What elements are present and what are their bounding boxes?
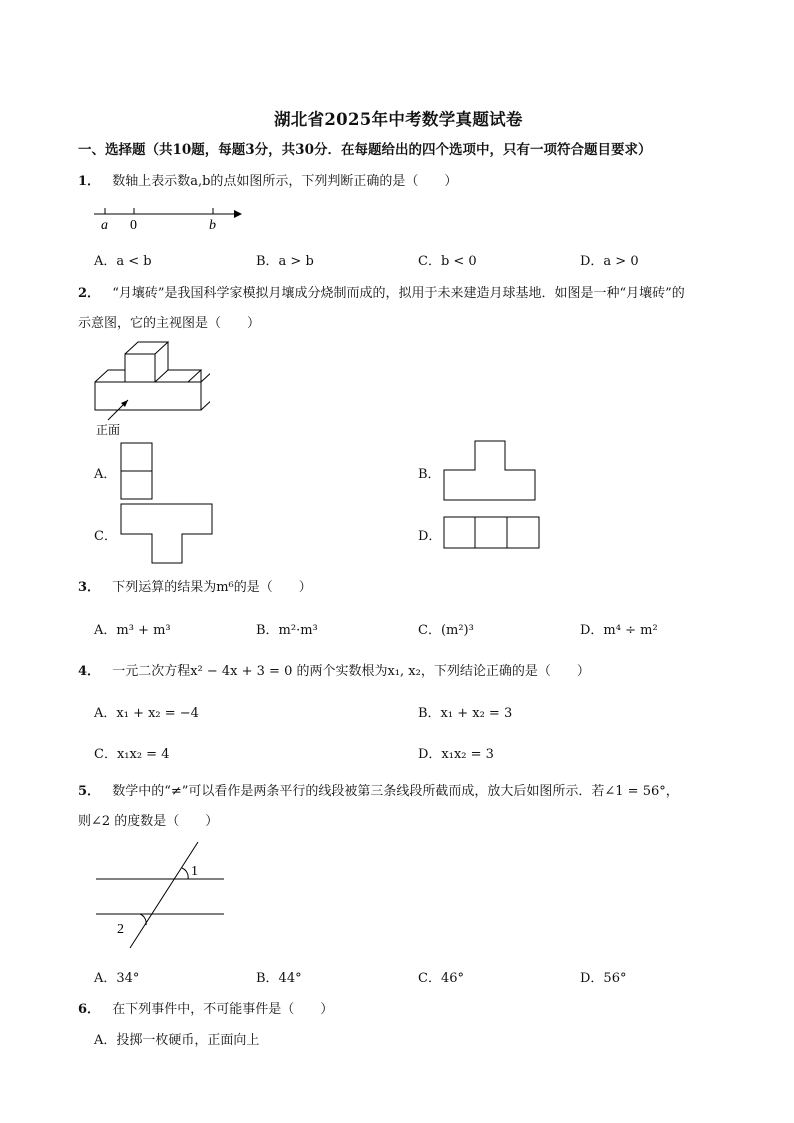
question-5-stem-line2: 则∠2 的度数是（ ） — [78, 814, 219, 829]
q1-option-d[interactable]: D．a > 0 — [580, 254, 639, 269]
question-2-stem-line1 — [78, 282, 685, 301]
question-text: 一元二次方程x² − 4x + 3 = 0 的两个实数根为x₁, x₂，下列结论正确的是（ ） — [112, 664, 590, 679]
q5-option-a[interactable]: A．34° — [94, 971, 140, 986]
q3-option-d[interactable]: D．m⁴ ÷ m² — [580, 623, 658, 638]
moon-brick-figure — [90, 338, 210, 438]
q2-option-b-figure[interactable] — [443, 440, 537, 502]
question-number: 3． — [78, 580, 101, 595]
question-2-stem-line2: 示意图，它的主视图是（ ） — [78, 316, 261, 331]
question-4-stem — [78, 660, 590, 679]
q1-option-b[interactable]: B．a > b — [256, 254, 314, 269]
q2-option-a-figure[interactable] — [120, 442, 154, 500]
q5-option-c[interactable]: C．46° — [418, 971, 464, 986]
section-header: 一、选择题（共10题，每题3分，共30分．在每题给出的四个选项中，只有一项符合题目要求） — [78, 142, 652, 158]
q2-option-d-figure[interactable] — [443, 516, 541, 550]
q2-option-b-label[interactable]: B． — [418, 467, 441, 482]
question-number: 4． — [78, 664, 101, 679]
label-zero: 0 — [130, 218, 137, 233]
q5-option-d[interactable]: D．56° — [580, 971, 627, 986]
q6-option-a[interactable]: A．投掷一枚硬币，正面向上 — [94, 1033, 260, 1048]
transversal-line — [130, 842, 198, 948]
number-line-figure — [92, 200, 242, 234]
q4-option-d[interactable]: D．x₁x₂ = 3 — [418, 747, 494, 762]
question-text: 下列运算的结果为m⁶的是（ ） — [112, 580, 312, 595]
question-6-stem — [78, 998, 333, 1017]
angle-1-arc — [182, 868, 188, 879]
question-number: 2． — [78, 286, 101, 301]
question-text: 数轴上表示数a,b的点如图所示，下列判断正确的是（ ） — [112, 174, 458, 189]
question-text: 数学中的“≠”可以看作是两条平行的线段被第三条线段所截而成，放大后如图所示．若∠1 = 56°， — [112, 784, 679, 799]
label-b: b — [209, 218, 216, 233]
q1-option-a[interactable]: A．a < b — [94, 254, 152, 269]
question-text: 在下列事件中，不可能事件是（ ） — [112, 1002, 334, 1017]
question-3-stem — [78, 576, 312, 595]
q5-option-b[interactable]: B．44° — [256, 971, 302, 986]
q3-option-b[interactable]: B．m²·m³ — [256, 623, 318, 638]
angle-label-1: 1 — [191, 864, 198, 879]
q4-option-a[interactable]: A．x₁ + x₂ = −4 — [94, 706, 199, 721]
label-a: a — [101, 218, 108, 233]
angle-label-2: 2 — [117, 922, 124, 937]
q4-option-b[interactable]: B．x₁ + x₂ = 3 — [418, 706, 513, 721]
q4-option-c[interactable]: C．x₁x₂ = 4 — [94, 747, 170, 762]
front-label: 正面 — [96, 423, 121, 437]
page-title: 湖北省2025年中考数学真题试卷 — [274, 110, 523, 129]
question-number: 5． — [78, 784, 101, 799]
q2-option-c-label[interactable]: C． — [94, 529, 117, 544]
q2-option-a-label[interactable]: A． — [94, 467, 117, 482]
question-number: 6． — [78, 1002, 101, 1017]
question-text: “月壤砖”是我国科学家模拟月壤成分烧制而成的，拟用于未来建造月球基地．如图是一种“月壤砖”的 — [112, 286, 685, 301]
arrow-icon — [234, 210, 242, 218]
question-1-stem — [78, 170, 457, 189]
q1-option-c[interactable]: C．b < 0 — [418, 254, 477, 269]
q2-option-c-figure[interactable] — [120, 503, 214, 565]
parallel-lines-figure — [92, 840, 228, 952]
q3-option-c[interactable]: C．(m²)³ — [418, 623, 474, 638]
q2-option-d-label[interactable]: D． — [418, 529, 442, 544]
q3-option-a[interactable]: A．m³ + m³ — [94, 623, 171, 638]
question-number: 1． — [78, 174, 101, 189]
question-5-stem-line1 — [78, 780, 679, 799]
